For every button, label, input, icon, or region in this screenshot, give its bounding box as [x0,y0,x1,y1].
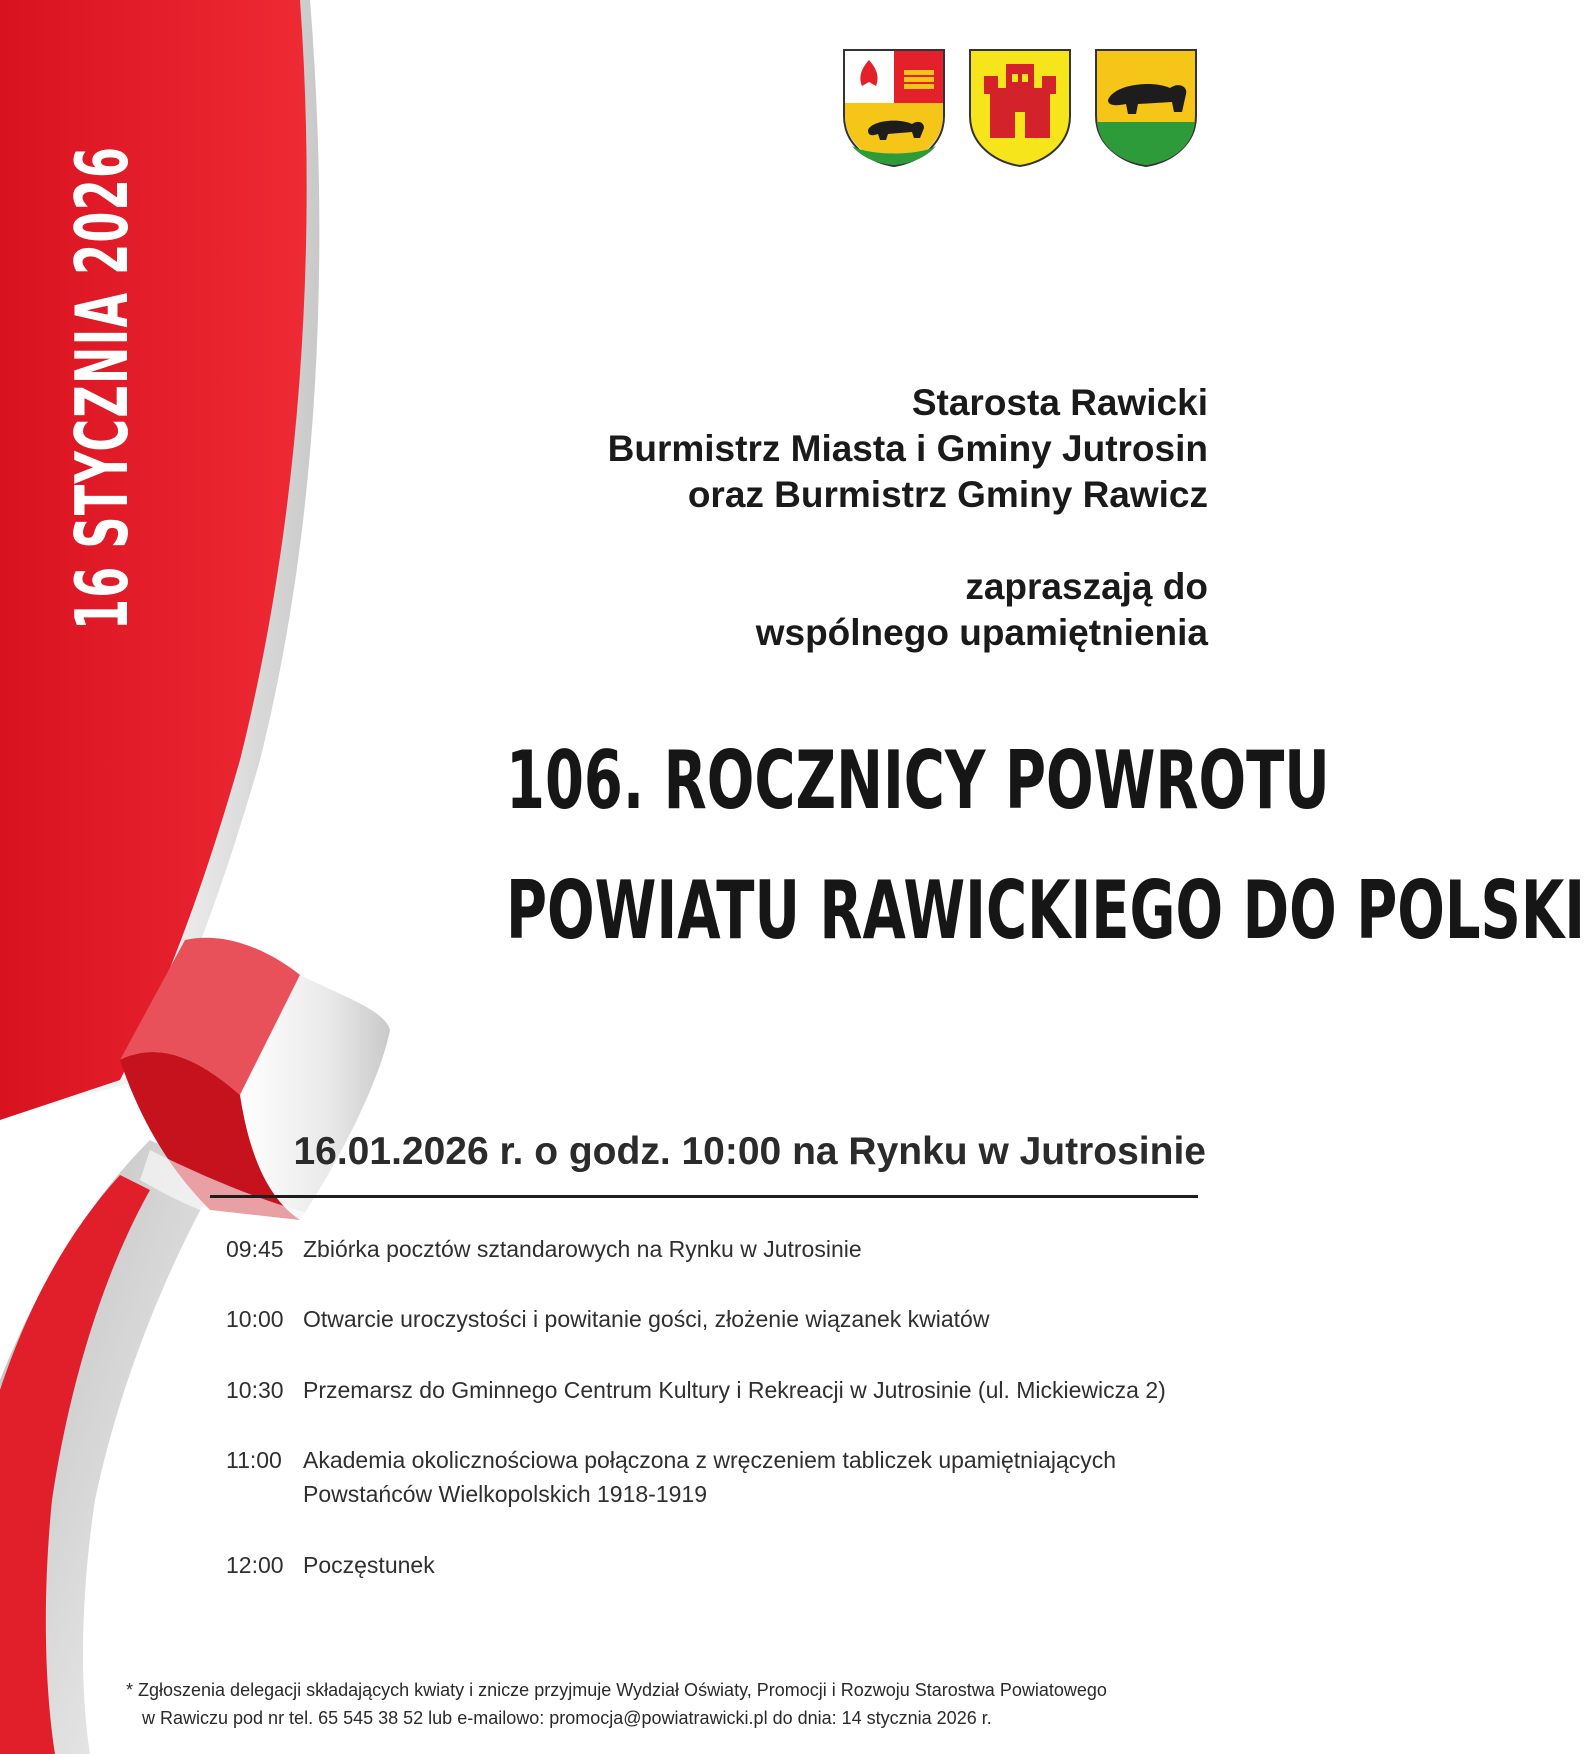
crests-row [840,46,1200,168]
rawicz-crest-icon [1092,46,1200,168]
invite-line-2: wspólnego upamiętnienia [755,612,1208,653]
schedule-item [226,1548,435,1582]
footnote [126,1676,1206,1732]
schedule-description: Otwarcie uroczystości i powitanie gości, złożenie wiązanek kwiatów [303,1306,990,1332]
powiat-rawicki-crest-icon [840,46,948,168]
side-date-banner [60,629,61,630]
invite-block [488,564,1208,656]
organizers-block [488,380,1208,518]
schedule-time: 10:00 [226,1306,284,1332]
divider [210,1195,1198,1198]
schedule-item [226,1443,1216,1511]
invite-line-1: zapraszają do [965,566,1208,607]
schedule-item [226,1373,1166,1407]
schedule-description: Zbiórka pocztów sztandarowych na Rynku w Jutrosinie [303,1236,862,1262]
schedule-description: Przemarsz do Gminnego Centrum Kultury i Rekreacji w Jutrosinie (ul. Mickiewicza 2) [303,1377,1166,1403]
schedule-item [226,1232,862,1266]
schedule-time: 09:45 [226,1236,284,1262]
organizer-burmistrz-rawicz: oraz Burmistrz Gminy Rawicz [687,474,1208,515]
schedule-item [226,1302,989,1336]
organizer-starosta: Starosta Rawicki [911,382,1208,423]
page-title [206,716,1585,976]
headline-line-2: POWIATU RAWICKIEGO DO POLSKI [506,864,1585,957]
schedule-time: 11:00 [226,1447,282,1473]
organizer-burmistrz-jutrosin: Burmistrz Miasta i Gminy Jutrosin [607,428,1208,469]
event-date-location: 16.01.2026 r. o godz. 10:00 na Rynku w Jutrosinie [293,1130,1206,1173]
footnote-line-1: * Zgłoszenia delegacji składających kwiaty i znicze przyjmuje Wydział Oświaty, Promocji i Rozwoju Starostwa Powiatowego [126,1680,1107,1700]
schedule-time: 10:30 [226,1377,284,1403]
schedule-description: Akademia okolicznościowa połączona z wręczeniem tabliczek upamiętniających Powstańców Wielkopolskich 1918-1919 [303,1447,1117,1507]
footnote-line-2: w Rawiczu pod nr tel. 65 545 38 52 lub e-mailowo: promocja@powiatrawicki.pl do dnia: 14 stycznia 2026 r. [142,1708,992,1728]
headline-line-1: 106. ROCZNICY POWROTU [506,734,1330,827]
schedule-time: 12:00 [226,1552,284,1578]
jutrosin-crest-icon [966,46,1074,168]
schedule-description: Poczęstunek [303,1552,435,1578]
